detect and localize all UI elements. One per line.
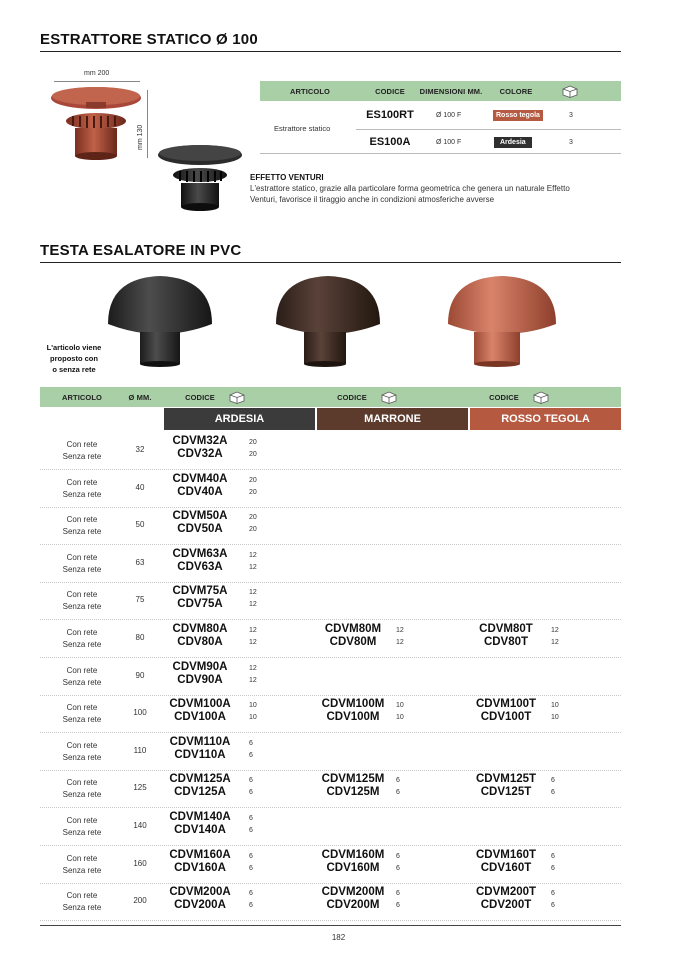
qty-senza-rete: 6 <box>396 864 400 872</box>
codes-ardesia <box>162 736 238 762</box>
qty-ardesia <box>249 512 257 536</box>
codes-ardesia <box>162 661 238 687</box>
code-senza-rete: CDV200M <box>326 899 380 912</box>
qty-con-rete: 6 <box>249 777 253 785</box>
qty-rosso <box>551 700 559 724</box>
diameter-value: 63 <box>135 557 145 567</box>
code-con-rete: CDVM100A <box>169 698 231 711</box>
qty-con-rete: 6 <box>551 852 555 860</box>
qty-senza-rete: 12 <box>396 639 404 646</box>
con-rete-label: Con rete <box>66 590 98 600</box>
con-rete-label: Con rete <box>66 628 98 637</box>
con-rete-label: Con rete <box>66 740 98 750</box>
code-con-rete: CDVM160A <box>169 848 231 861</box>
box-icon <box>378 387 400 407</box>
qty-rosso <box>551 775 555 799</box>
con-rete-label: Con rete <box>66 778 98 788</box>
code-senza-rete: CDV160A <box>174 861 226 874</box>
rete-labels <box>40 477 124 501</box>
diameter-value: 200 <box>133 896 147 906</box>
qty-ardesia <box>249 888 253 912</box>
code-con-rete: CDVM125T <box>475 773 537 786</box>
table-row <box>40 770 621 808</box>
qty-senza-rete: 12 <box>249 601 257 609</box>
code-senza-rete: CDV125T <box>480 786 532 799</box>
codes-marrone <box>314 698 392 724</box>
rete-labels <box>40 702 124 726</box>
diameter-value: 50 <box>135 520 145 530</box>
estrattore-table-header <box>260 81 621 101</box>
con-rete-label: Con rete <box>66 477 98 487</box>
qty-marrone <box>396 700 404 724</box>
header-codice-marrone: CODICE <box>337 392 367 402</box>
qty-senza-rete: 20 <box>249 488 257 496</box>
codes-marrone <box>314 849 392 875</box>
diameter-value: 32 <box>135 445 145 454</box>
qty-marrone <box>396 851 400 875</box>
diameter-value: 90 <box>135 670 145 680</box>
code-senza-rete: CDV50A <box>177 523 223 536</box>
qty-con-rete: 20 <box>249 476 257 484</box>
qty-con-rete: 20 <box>249 439 257 446</box>
rete-labels <box>40 552 124 576</box>
effect-title: EFFETTO VENTURI <box>250 173 324 182</box>
senza-rete-label: Senza rete <box>62 752 102 762</box>
code-senza-rete: CDV100T <box>480 711 532 724</box>
senza-rete-label: Senza rete <box>62 903 102 913</box>
qty-senza-rete: 10 <box>249 714 257 722</box>
footer-rule <box>40 925 621 926</box>
table-bottom-rule <box>260 153 621 154</box>
codes-ardesia <box>162 585 238 611</box>
header-codice-rosso: CODICE <box>489 392 519 402</box>
header-dimensioni: DIMENSIONI MM. <box>419 86 483 96</box>
code-con-rete: CDVM63A <box>172 547 228 560</box>
rete-labels <box>40 853 124 877</box>
dim-height-line <box>147 90 148 158</box>
color-header-rosso: ROSSO TEGOLA <box>470 408 621 430</box>
diameter-value: 160 <box>133 858 147 868</box>
qty-ardesia <box>249 700 257 724</box>
qty-con-rete: 12 <box>249 551 257 559</box>
senza-rete-label: Senza rete <box>62 564 102 574</box>
qty-con-rete: 6 <box>249 739 253 747</box>
code-con-rete: CDVM100T <box>475 698 537 711</box>
qty-senza-rete: 10 <box>551 714 559 722</box>
senza-rete-label: Senza rete <box>62 715 102 725</box>
color-header-ardesia: ARDESIA <box>164 408 315 430</box>
effect-text-line2: Venturi, favorisce il tiraggio anche in condizioni atmosferiche avverse <box>250 195 495 204</box>
con-rete-label: Con rete <box>66 515 98 525</box>
qty-ardesia <box>249 550 257 574</box>
dim-width-line <box>54 81 140 82</box>
codes-marrone <box>314 773 392 799</box>
note-line2: proposto con <box>50 354 98 363</box>
qty-marrone <box>396 775 400 799</box>
code-senza-rete: CDV63A <box>177 560 223 573</box>
codes-ardesia <box>162 473 238 499</box>
testa-ardesia-image <box>106 272 214 368</box>
qty-senza-rete: 12 <box>249 563 257 571</box>
qty-ardesia <box>249 475 257 499</box>
qty-con-rete: 20 <box>249 514 257 522</box>
senza-rete-label: Senza rete <box>62 452 102 461</box>
qty-senza-rete: 12 <box>249 676 257 684</box>
senza-rete-label: Senza rete <box>62 640 102 649</box>
code-con-rete: CDVM125M <box>321 773 385 786</box>
qty-es100rt: 3 <box>569 112 573 119</box>
rete-labels <box>40 815 124 839</box>
color-ardesia: Ardesia <box>494 137 532 148</box>
qty-con-rete: 10 <box>396 702 404 710</box>
row-divider <box>40 920 621 921</box>
qty-senza-rete: 20 <box>249 451 257 458</box>
code-es100a: ES100A <box>369 136 411 148</box>
qty-con-rete: 12 <box>551 627 559 634</box>
estrattore-ardesia-image <box>156 143 244 213</box>
qty-ardesia <box>249 437 257 461</box>
table-row <box>40 846 621 884</box>
code-con-rete: CDVM200M <box>321 886 385 899</box>
senza-rete-label: Senza rete <box>62 527 102 537</box>
rete-labels <box>40 740 124 764</box>
table-row <box>40 582 621 620</box>
dim-width-label: mm 200 <box>84 70 110 77</box>
section2-rule <box>40 262 621 263</box>
table-row <box>40 658 621 696</box>
code-senza-rete: CDV90A <box>177 673 223 686</box>
rete-labels <box>40 514 124 538</box>
code-con-rete: CDVM40A <box>172 472 228 485</box>
code-senza-rete: CDV100M <box>326 711 380 724</box>
estrattore-rosso-image <box>48 84 144 162</box>
codes-ardesia <box>162 849 238 875</box>
code-senza-rete: CDV32A <box>177 448 223 460</box>
code-con-rete: CDVM200A <box>169 886 231 899</box>
codes-rosso <box>467 698 545 724</box>
codes-rosso <box>467 849 545 875</box>
qty-senza-rete: 6 <box>551 789 555 797</box>
con-rete-label: Con rete <box>66 853 98 863</box>
header-diameter: Ø MM. <box>128 392 152 402</box>
qty-con-rete: 10 <box>551 702 559 710</box>
table-row <box>40 883 621 921</box>
code-con-rete: CDVM50A <box>172 510 228 523</box>
diameter-value: 125 <box>133 783 147 793</box>
code-senza-rete: CDV75A <box>177 598 223 611</box>
qty-marrone <box>396 625 404 649</box>
qty-senza-rete: 10 <box>396 714 404 722</box>
qty-senza-rete: 20 <box>249 526 257 534</box>
qty-con-rete: 6 <box>396 852 400 860</box>
codes-ardesia <box>162 698 238 724</box>
qty-ardesia <box>249 625 257 649</box>
table-row <box>40 733 621 771</box>
table-row <box>40 470 621 508</box>
testa-table-header <box>40 387 621 407</box>
qty-con-rete: 6 <box>551 890 555 898</box>
code-senza-rete: CDV80A <box>177 636 223 648</box>
codes-ardesia <box>162 510 238 536</box>
code-con-rete: CDVM110A <box>169 735 231 748</box>
code-con-rete: CDVM160M <box>321 848 385 861</box>
rete-labels <box>40 627 124 651</box>
qty-es100a: 3 <box>569 139 573 146</box>
code-senza-rete: CDV125A <box>174 786 226 799</box>
qty-con-rete: 6 <box>396 890 400 898</box>
code-con-rete: CDVM140A <box>169 811 231 823</box>
dim-height-label: mm 130 <box>137 124 144 150</box>
testa-rosso-image <box>446 272 558 368</box>
qty-con-rete: 12 <box>249 627 257 634</box>
color-rosso-tegola: Rosso tegola <box>493 110 543 121</box>
diameter-value: 100 <box>133 708 147 718</box>
section1-rule <box>40 51 621 52</box>
row-divider <box>356 129 621 130</box>
header-codice-ardesia: CODICE <box>185 392 215 402</box>
effect-text-line1: L'estrattore statico, grazie alla particolare forma geometrica che genera un naturale Effetto <box>250 184 570 193</box>
code-senza-rete: CDV140A <box>174 824 226 836</box>
qty-senza-rete: 6 <box>249 864 253 872</box>
qty-con-rete: 6 <box>396 777 400 785</box>
qty-ardesia <box>249 813 253 837</box>
code-con-rete: CDVM80A <box>172 623 228 635</box>
header-codice: CODICE <box>375 86 405 96</box>
table-row <box>40 808 621 846</box>
code-es100rt: ES100RT <box>366 109 414 121</box>
codes-rosso <box>467 886 545 912</box>
table-row <box>40 432 621 470</box>
con-rete-label: Con rete <box>66 703 98 713</box>
senza-rete-label: Senza rete <box>62 790 102 800</box>
code-senza-rete: CDV40A <box>177 485 223 498</box>
senza-rete-label: Senza rete <box>62 828 102 837</box>
codes-ardesia <box>162 886 238 912</box>
code-con-rete: CDVM90A <box>172 660 228 673</box>
estrattore-article-name: Estrattore statico <box>274 124 331 133</box>
code-senza-rete: CDV200T <box>480 899 532 912</box>
code-con-rete: CDVM125A <box>169 773 231 786</box>
qty-con-rete: 6 <box>249 852 253 860</box>
code-con-rete: CDVM160T <box>475 848 537 861</box>
con-rete-label: Con rete <box>66 440 98 449</box>
qty-con-rete: 6 <box>249 815 253 822</box>
diameter-value: 75 <box>135 595 145 605</box>
qty-con-rete: 6 <box>249 890 253 898</box>
code-senza-rete: CDV160T <box>480 861 532 874</box>
con-rete-label: Con rete <box>66 816 98 825</box>
rete-labels <box>40 439 124 463</box>
code-senza-rete: CDV125M <box>326 786 380 799</box>
code-senza-rete: CDV110A <box>174 748 226 761</box>
header-articolo-2: ARTICOLO <box>62 392 102 402</box>
qty-senza-rete: 12 <box>249 639 257 646</box>
code-senza-rete: CDV80T <box>483 636 529 648</box>
code-senza-rete: CDV80M <box>329 636 377 648</box>
codes-ardesia <box>162 811 238 837</box>
codes-marrone <box>314 886 392 912</box>
code-con-rete: CDVM32A <box>172 435 228 447</box>
header-colore: COLORE <box>499 86 533 96</box>
code-senza-rete: CDV200A <box>174 899 226 912</box>
diameter-value: 40 <box>135 482 145 492</box>
diameter-value: 140 <box>133 821 147 830</box>
qty-senza-rete: 6 <box>551 864 555 872</box>
qty-senza-rete: 12 <box>551 639 559 646</box>
qty-con-rete: 12 <box>249 664 257 672</box>
table-row <box>40 620 621 658</box>
con-rete-label: Con rete <box>66 665 98 675</box>
qty-senza-rete: 6 <box>396 902 400 910</box>
qty-ardesia <box>249 738 253 762</box>
code-con-rete: CDVM80M <box>324 623 382 635</box>
senza-rete-label: Senza rete <box>62 602 102 612</box>
dim-es100rt: Ø 100 F <box>436 112 462 119</box>
box-icon <box>530 387 552 407</box>
note-line3: o senza rete <box>52 365 96 374</box>
qty-ardesia <box>249 775 253 799</box>
rete-labels <box>40 665 124 689</box>
qty-senza-rete: 6 <box>396 789 400 797</box>
codes-ardesia <box>162 435 238 461</box>
code-con-rete: CDVM75A <box>172 585 228 598</box>
code-con-rete: CDVM80T <box>479 623 533 635</box>
section1-title: ESTRATTORE STATICO Ø 100 <box>40 31 258 48</box>
qty-con-rete: 12 <box>396 627 404 634</box>
diameter-value: 80 <box>135 633 145 642</box>
section2-title: TESTA ESALATORE IN PVC <box>40 242 242 259</box>
color-header-marrone: MARRONE <box>317 408 468 430</box>
codes-rosso <box>467 773 545 799</box>
con-rete-label: Con rete <box>66 891 98 901</box>
qty-ardesia <box>249 663 257 687</box>
qty-con-rete: 6 <box>551 777 555 785</box>
code-con-rete: CDVM100M <box>321 698 385 711</box>
qty-senza-rete: 6 <box>249 789 253 797</box>
codes-ardesia <box>162 773 238 799</box>
qty-con-rete: 10 <box>249 702 257 710</box>
codes-marrone <box>314 623 392 649</box>
code-senza-rete: CDV100A <box>174 711 226 724</box>
qty-ardesia <box>249 851 253 875</box>
codes-rosso <box>467 623 545 649</box>
box-icon <box>550 81 590 101</box>
senza-rete-label: Senza rete <box>62 865 102 875</box>
diameter-value: 110 <box>133 745 147 755</box>
table-row <box>40 545 621 583</box>
con-rete-label: Con rete <box>66 552 98 562</box>
qty-rosso <box>551 888 555 912</box>
code-con-rete: CDVM200T <box>475 886 537 899</box>
rete-labels <box>40 890 124 914</box>
codes-ardesia <box>162 623 238 649</box>
table-row <box>40 695 621 733</box>
qty-senza-rete: 6 <box>249 902 253 910</box>
rete-labels <box>40 777 124 801</box>
rete-labels <box>40 589 124 613</box>
dim-es100a: Ø 100 F <box>436 139 462 146</box>
box-icon <box>226 387 248 407</box>
senza-rete-label: Senza rete <box>62 677 102 687</box>
qty-marrone <box>396 888 400 912</box>
qty-rosso <box>551 851 555 875</box>
codes-ardesia <box>162 548 238 574</box>
qty-rosso <box>551 625 559 649</box>
code-senza-rete: CDV160M <box>326 861 380 874</box>
senza-rete-label: Senza rete <box>62 489 102 499</box>
qty-ardesia <box>249 587 257 611</box>
qty-senza-rete: 6 <box>249 827 253 834</box>
testa-marrone-image <box>274 272 382 368</box>
qty-senza-rete: 6 <box>249 751 253 759</box>
header-articolo: ARTICOLO <box>290 86 330 96</box>
note-line1: L'articolo viene <box>46 343 102 352</box>
page-number: 182 <box>331 933 346 942</box>
qty-senza-rete: 6 <box>551 902 555 910</box>
qty-con-rete: 12 <box>249 589 257 597</box>
table-row <box>40 507 621 545</box>
